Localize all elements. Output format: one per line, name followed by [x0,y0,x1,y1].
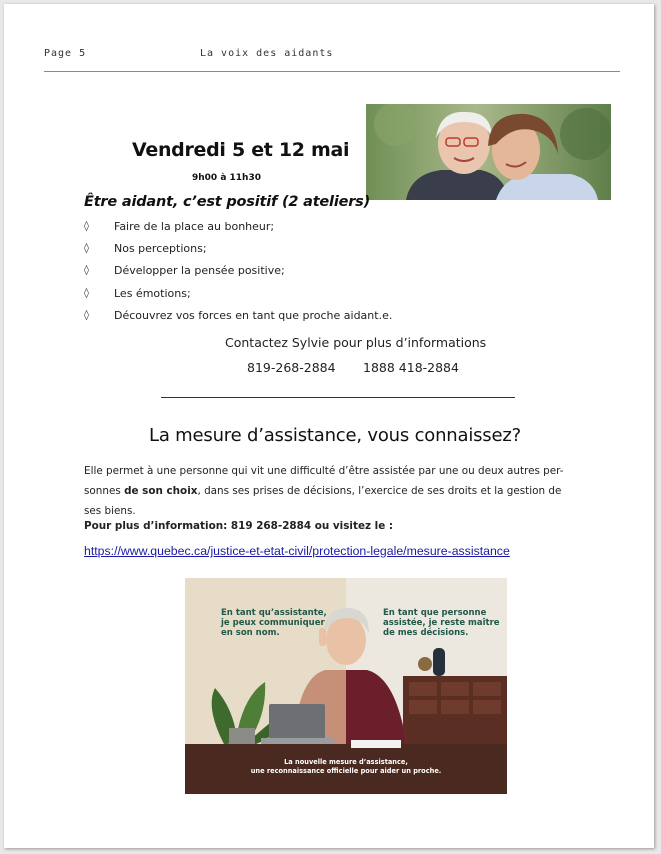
more-info-line: Pour plus d’information: 819 268-2884 ou visitez le : [84,520,394,532]
poster-left-text: En tant qu’assistante, je peux communiquer en son nom. [221,608,327,638]
event-date-title: Vendredi 5 et 12 mai [132,139,350,161]
diamond-bullet-icon: ◊ [84,265,89,277]
document-page: Page 5 La voix des aidants Vendredi 5 et 12 mai 9h00 à 11h30 Être aidant, c’est positif (2 ateliers) ◊ Faire de la place au bonheur; ◊ Nos perceptions; ◊ Développer la pensée positive; ◊ Les émotions; ◊ Découvrez vos forces en tant que proche aidant.e. Contactez Sylvie pour plus d’informations 819-268-2884 1888 418-2884 La mesure d’assistance, vous connaissez? Elle permet à une personne qui vit une difficulté d’être assistée par une ou deux autres per-sonnes de son choix, dans ses prises de décisions, l’exercice de ses droits et la gestion de ses biens. Pour plus d’information: 819 268-2884 ou visitez le : https://www.quebec.ca/justice-et-etat-civil/protection-legale/mesure-assistance En tant qu’assistante, je peux communiquer en son nom. En tant que personne assistée, je reste maître de mes décisions. La nouvelle mesure d’assistance, une reconnaissance officielle pour aider un proche. [4,4,654,848]
assist-description: Elle permet à une personne qui vit une difficulté d’être assistée par une ou deux autres per-sonnes de son choix, dans ses prises de décisions, l’exercice de ses droits et la gestion de ses biens. [84,465,564,517]
event-time: 9h00 à 11h30 [192,173,261,183]
section-title: La mesure d’assistance, vous connaissez? [149,425,521,446]
contact-line: Contactez Sylvie pour plus d’informations [225,335,487,350]
assistance-poster [185,578,507,794]
section-separator [161,397,515,398]
poster-right-text: En tant que personne assistée, je reste maître de mes décisions. [383,608,500,638]
women-photo [366,104,611,200]
newsletter-title: La voix des aidants [200,48,334,59]
mesure-assistance-link[interactable]: https://www.quebec.ca/justice-et-etat-civil/protection-legale/mesure-assistance [84,544,510,558]
diamond-bullet-icon: ◊ [84,309,89,321]
header-rule [44,71,620,72]
phone-local: 819-268-2884 [247,360,336,375]
diamond-bullet-icon: ◊ [84,221,89,232]
event-subtitle: Être aidant, c’est positif (2 ateliers) [84,194,371,210]
phone-tollfree: 1888 418-2884 [363,360,459,375]
poster-caption: La nouvelle mesure d’assistance, une reconnaissance officielle pour aider un proche. [250,758,442,775]
page-number: Page 5 [44,48,87,59]
diamond-bullet-icon: ◊ [84,287,89,299]
diamond-bullet-icon: ◊ [84,243,89,255]
